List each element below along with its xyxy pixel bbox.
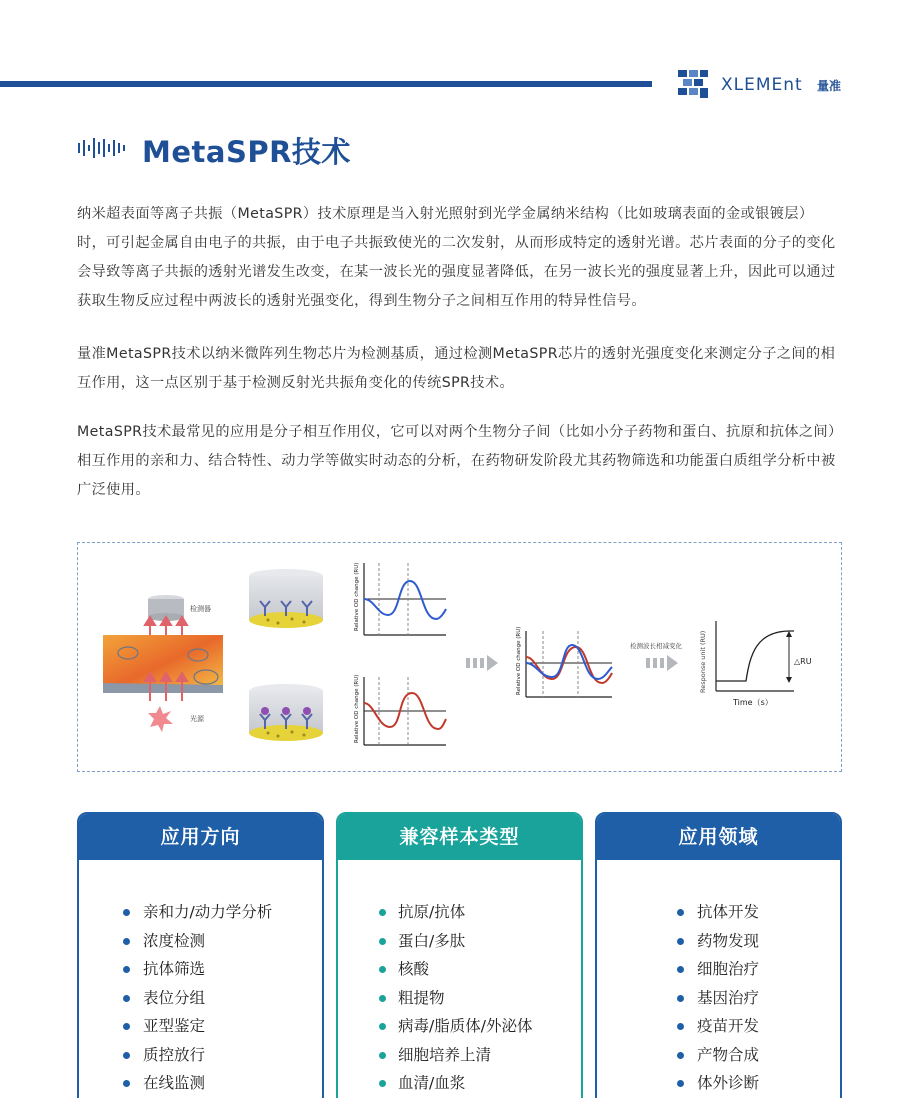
list-item: 在线监测 — [79, 1069, 322, 1098]
bullet-icon — [123, 995, 130, 1002]
od-axis-label-combined: Relative OD change (RU) — [516, 626, 522, 695]
list-item: 浓度检测 — [79, 927, 322, 956]
brand-name-cn: 量准 — [817, 79, 842, 93]
light-source-label: 光源 — [190, 715, 204, 723]
od-plot-red — [354, 675, 446, 745]
page-title: MetaSPR技术 — [142, 135, 351, 169]
list-item: 亚型鉴定 — [79, 1012, 322, 1041]
list-item: 抗体筛选 — [79, 955, 322, 984]
detector-label: 检测器 — [190, 605, 211, 613]
time-axis-label: Time（s） — [733, 698, 773, 707]
list-item: 核酸 — [338, 955, 581, 984]
bullet-icon — [379, 938, 386, 945]
od-axis-label-bottom: Relative OD change (RU) — [354, 674, 360, 743]
response-axis-label: Response unit (RU) — [699, 630, 707, 693]
brand-name: XLEMEnt — [721, 75, 803, 95]
card-sample-types — [336, 812, 583, 1098]
sensorgram-plot — [699, 621, 812, 707]
bullet-icon — [123, 1052, 130, 1059]
od-plot-combined — [516, 627, 612, 697]
list-item: 疫苗开发 — [597, 1012, 840, 1041]
list-item: 血清/血浆 — [338, 1069, 581, 1098]
card-application-direction — [77, 812, 324, 1098]
chip-antibody-well — [249, 569, 323, 628]
metaspr-principle-diagram — [77, 542, 842, 772]
bullet-icon — [123, 938, 130, 945]
list-item: 基因治疗 — [597, 984, 840, 1013]
bullet-icon — [123, 1023, 130, 1030]
bullet-icon — [379, 1023, 386, 1030]
list-item: 细胞培养上清 — [338, 1041, 581, 1070]
bullet-icon — [123, 909, 130, 916]
flow-arrow-icon — [466, 655, 498, 671]
list-item: 抗原/抗体 — [338, 898, 581, 927]
flow-arrow-icon-2 — [646, 655, 678, 671]
list-item: 蛋白/多肽 — [338, 927, 581, 956]
card-title: 兼容样本类型 — [338, 814, 581, 860]
list-item: 粗提物 — [338, 984, 581, 1013]
bullet-icon — [677, 995, 684, 1002]
bullet-icon — [123, 1080, 130, 1087]
list-item: 产物合成 — [597, 1041, 840, 1070]
card-application-fields — [595, 812, 842, 1098]
bullet-icon — [677, 938, 684, 945]
list-item: 质控放行 — [79, 1041, 322, 1070]
bullet-icon — [677, 966, 684, 973]
bullet-icon — [379, 909, 386, 916]
light-source-icon — [148, 706, 173, 732]
card-title: 应用领域 — [597, 814, 840, 860]
subtract-label: 检测波长相减变化 — [630, 642, 682, 650]
bullet-icon — [379, 1080, 386, 1087]
chip-antigen-bound-well — [249, 684, 323, 741]
diagram-canvas — [78, 543, 843, 773]
delta-ru-label: △RU — [794, 657, 812, 666]
od-plot-blue — [354, 563, 446, 635]
od-axis-label-top: Relative OD change (RU) — [354, 562, 360, 631]
soundwave-icon — [78, 137, 126, 159]
card-title: 应用方向 — [79, 814, 322, 860]
paragraph-principle: 纳米超表面等离子共振（MetaSPR）技术原理是当入射光照射到光学金属纳米结构（比如玻璃表面的金或银镀层）时，可引起金属自由电子的共振，由于电子共振致使光的二次发射，从而形成特定的透射光谱。芯片表面的分子的变化会导致等离子共振的透射光谱发生改变，在某一波长光的强度显著降低，在另一波长光的强度显著上升，因此可以通过获取生物反应过程中两波长的透射光强变化，得到生物分子之间相互作用的特异性信号。 — [77, 206, 836, 309]
bullet-icon — [379, 966, 386, 973]
bullet-icon — [123, 966, 130, 973]
list-item: 表位分组 — [79, 984, 322, 1013]
paragraph-application: MetaSPR技术最常见的应用是分子相互作用仪，它可以对两个生物分子间（比如小分子药物和蛋白、抗原和抗体之间）相互作用的亲和力、结合特性、动力学等做实时动态的分析，在药物研发阶段尤其药物筛选和功能蛋白质组学分析中被广泛使用。 — [77, 424, 836, 498]
bullet-icon — [677, 1080, 684, 1087]
header-bar — [0, 81, 652, 87]
bullet-icon — [677, 909, 684, 916]
bullet-icon — [379, 995, 386, 1002]
list-item: 抗体开发 — [597, 898, 840, 927]
paragraph-chip: 量准MetaSPR技术以纳米微阵列生物芯片为检测基质，通过检测MetaSPR芯片的透射光强度变化来测定分子之间的相互作用，这一点区别于基于检测反射光共振角变化的传统SPR技术。 — [77, 346, 836, 391]
list-item: 药物发现 — [597, 927, 840, 956]
brand-mark-icon — [678, 68, 710, 100]
list-item: 体外诊断 — [597, 1069, 840, 1098]
list-item: 亲和力/动力学分析 — [79, 898, 322, 927]
list-item: 病毒/脂质体/外泌体 — [338, 1012, 581, 1041]
bullet-icon — [379, 1052, 386, 1059]
list-item: 细胞治疗 — [597, 955, 840, 984]
brand-logo[interactable] — [678, 68, 878, 102]
bullet-icon — [677, 1023, 684, 1030]
bullet-icon — [677, 1052, 684, 1059]
